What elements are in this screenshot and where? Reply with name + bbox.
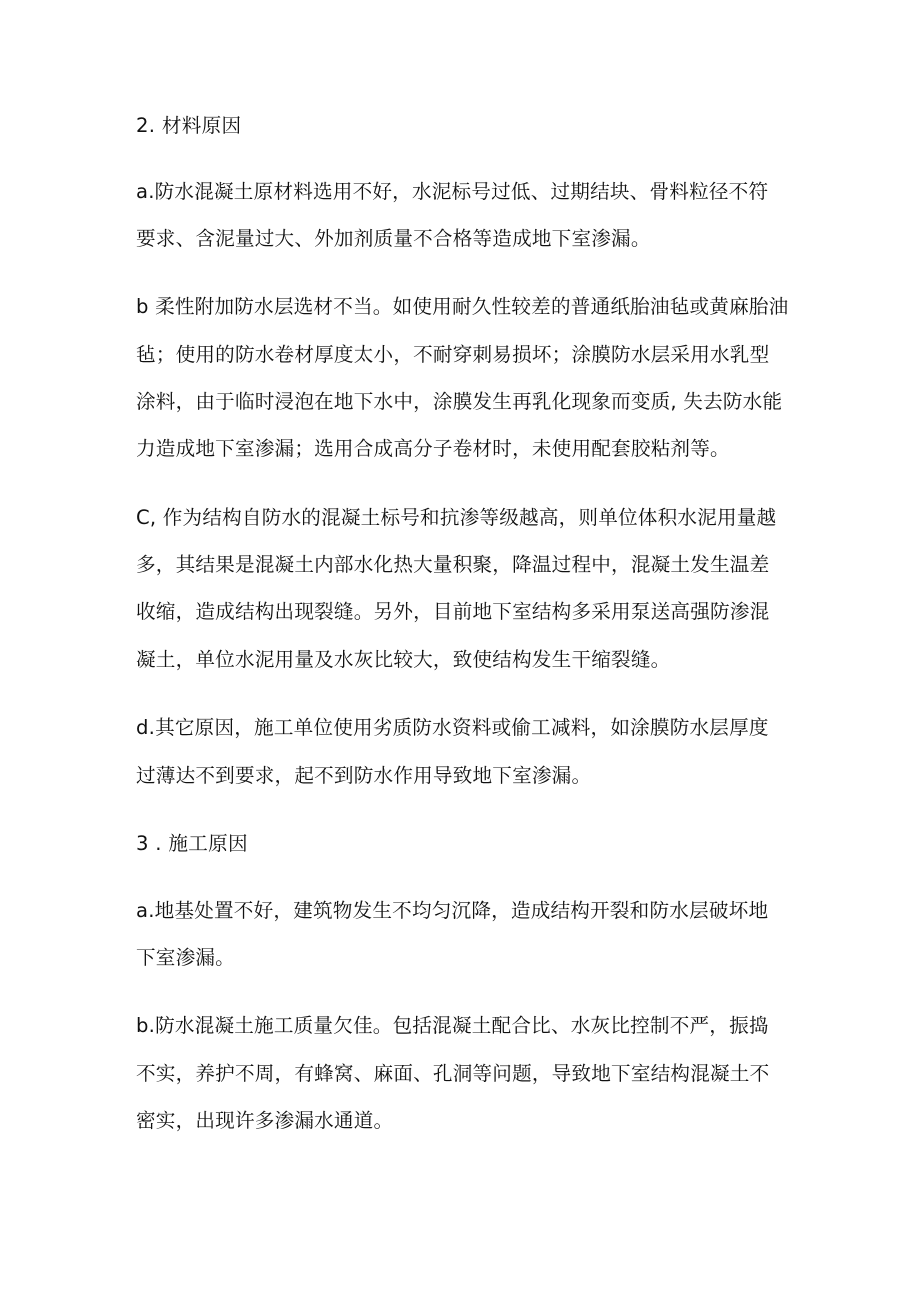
text-line: 多，其结果是混凝土内部水化热大量积聚，降温过程中，混凝土发生温差 [136,553,770,576]
section-heading-materials: 2. 材料原因 [136,114,242,137]
text-line: 力造成地下室渗漏；选用合成高分子卷材时，未使用配套胶粘剂等。 [136,437,730,460]
text-line: a.防水混凝土原材料选用不好，水泥标号过低、过期结块、骨料粒径不符 [136,180,769,203]
text-line: 收缩，造成结构出现裂缝。另外，目前地下室结构多采用泵送高强防渗混 [136,600,770,623]
text-line: 毡；使用的防水卷材厚度太小，不耐穿刺易损坏；涂膜防水层采用水乳型 [136,343,770,366]
section-heading-construction: 3 . 施工原因 [136,832,248,855]
text-line: b.防水混凝土施工质量欠佳。包括混凝土配合比、水灰比控制不严，振捣 [136,1014,769,1037]
text-line: 下室渗漏。 [136,946,235,969]
text-line: 涂料，由于临时浸泡在地下水中，涂膜发生再乳化现象而变质, 失去防水能 [136,390,783,413]
text-line: C, 作为结构自防水的混凝土标号和抗渗等级越高，则单位体积水泥用量越 [136,506,777,529]
text-line: d.其它原因，施工单位使用劣质防水资料或偷工减料，如涂膜防水层厚度 [136,716,769,739]
text-line: 要求、含泥量过大、外加剂质量不合格等造成地下室渗漏。 [136,227,651,250]
text-line: 密实，出现许多渗漏水通道。 [136,1109,394,1132]
text-line: 不实，养护不周，有蜂窝、麻面、孔洞等问题，导致地下室结构混凝土不 [136,1062,770,1085]
text-line: a.地基处置不好，建筑物发生不均匀沉降，造成结构开裂和防水层破坏地 [136,899,769,922]
text-line: 过薄达不到要求，起不到防水作用导致地下室渗漏。 [136,764,592,787]
text-line: b 柔性附加防水层选材不当。如使用耐久性较差的普通纸胎油毡或黄麻胎油 [136,295,789,318]
text-line: 凝土，单位水泥用量及水灰比较大，致使结构发生干缩裂缝。 [136,648,671,671]
